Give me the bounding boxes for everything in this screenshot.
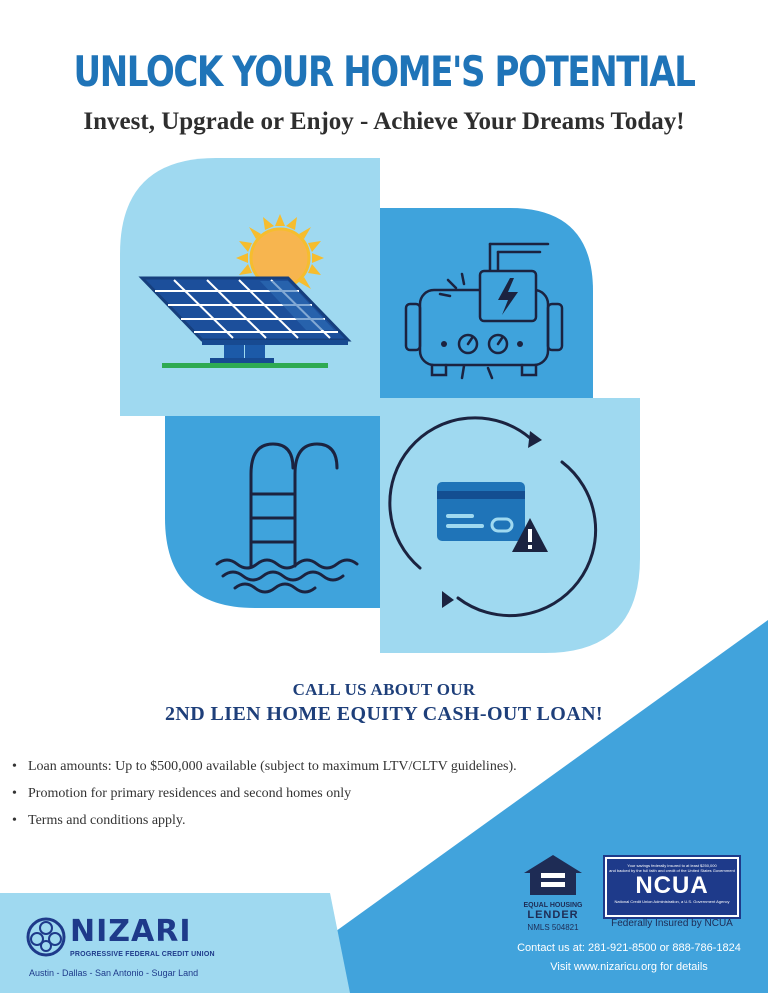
equal-housing-icon	[522, 853, 584, 897]
list-item: • Loan amounts: Up to $500,000 available (subject to maximum LTV/CLTV guidelines).	[10, 760, 610, 774]
nizari-locations: Austin - Dallas - San Antonio - Sugar Land	[29, 968, 199, 978]
ncua-fine-1: Your savings federally insured to at least $250,000	[627, 863, 717, 868]
generator-icon	[380, 208, 593, 398]
credit-card-refresh-icon	[380, 398, 640, 653]
ncua-logo: NCUA	[635, 872, 709, 899]
ncua-fine-3: National Credit Union Administration, a U.S. Government Agency	[614, 899, 730, 904]
pool-ladder-icon	[165, 416, 380, 608]
solar-panel-icon	[120, 158, 380, 416]
page-headline: UNLOCK YOUR HOME'S POTENTIAL	[73, 48, 695, 97]
cta-line-1: CALL US ABOUT OUR	[292, 680, 476, 699]
contact-phone: Contact us at: 281-921-8500 or 888-786-1824	[517, 942, 741, 954]
ncua-caption: Federally Insured by NCUA	[611, 918, 733, 929]
ncua-fine-2: and backed by the full faith and credit of the United States Government	[609, 868, 735, 873]
nizari-logo-name: NIZARI	[70, 914, 192, 949]
list-item: • Terms and conditions apply.	[10, 814, 610, 828]
cta-line-2: 2ND LIEN HOME EQUITY CASH-OUT LOAN!	[165, 703, 603, 725]
list-item: • Promotion for primary residences and second homes only	[10, 787, 610, 801]
page-subheadline: Invest, Upgrade or Enjoy - Achieve Your Dreams Today!	[83, 108, 685, 135]
nizari-logo-emblem-icon	[26, 917, 66, 957]
equal-housing-lender-badge	[522, 853, 584, 932]
ncua-badge	[603, 855, 741, 919]
nmls-number: NMLS 504821	[527, 923, 579, 932]
terms-list	[10, 760, 610, 841]
ehl-line-1: EQUAL HOUSING	[523, 902, 583, 909]
ehl-line-2: LENDER	[527, 909, 579, 921]
contact-website: Visit www.nizaricu.org for details	[550, 961, 708, 973]
nizari-logo-tagline: PROGRESSIVE FEDERAL CREDIT UNION	[70, 951, 215, 958]
